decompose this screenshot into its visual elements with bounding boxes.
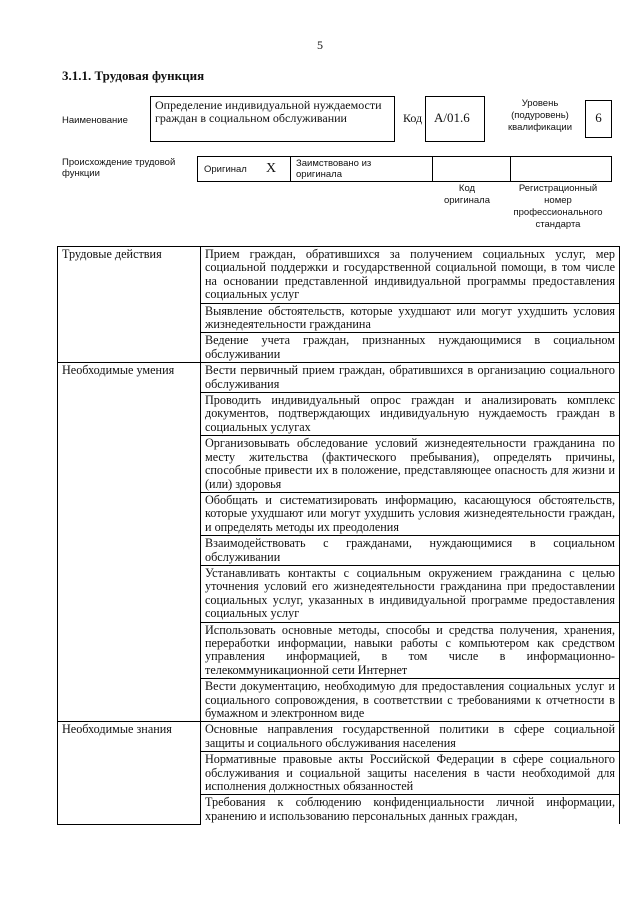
- labor-function-table: [57, 246, 620, 825]
- item-cell: Устанавливать контакты с социальным окружением гражданина с целью уточнения условий его жизнедеятельности гражданина при предоставлении социальных услуг, указанных в индивидуальной программе предоставления социальных услуг: [201, 565, 620, 622]
- item-cell: Проводить индивидуальный опрос граждан и анализировать комплекс документов, подтверждающих индивидуальную нуждаемость граждан в социальных услугах: [201, 393, 620, 436]
- origin-table: [197, 156, 612, 182]
- category-cell: Трудовые действия: [58, 247, 201, 363]
- item-cell: Выявление обстоятельств, которые ухудшают или могут ухудшить условия жизнедеятельности гражданина: [201, 303, 620, 333]
- table-row: [58, 722, 620, 752]
- code-original-caption: Код оригинала: [443, 183, 490, 206]
- item-cell: Прием граждан, обратившихся за получением социальных услуг, мер социальной поддержки и государственной социальной помощи, в том числе на основании представленной индивидуальной программы предоставления социальных услуг: [201, 247, 620, 304]
- code-value: A/01.6: [434, 110, 470, 125]
- original-mark: X: [266, 161, 277, 176]
- item-cell: Вести первичный прием граждан, обратившихся в организацию социального обслуживания: [201, 363, 620, 393]
- category-cell: Необходимые знания: [58, 722, 201, 824]
- original-label: Оригинал: [204, 164, 247, 175]
- function-name-box: [150, 96, 395, 142]
- registration-number-caption: Регистрационный номер профессионального стандарта: [513, 183, 603, 230]
- level-label: Уровень (подуровень) квалификации: [507, 98, 573, 133]
- item-cell: Основные направления государственной политики в сфере социальной защиты и социального обслуживания населения: [201, 722, 620, 752]
- origin-label: Происхождение трудовой функции: [62, 157, 176, 179]
- table-row: [58, 363, 620, 393]
- code-label: Код: [403, 111, 423, 125]
- level-box: [585, 100, 612, 138]
- page-number: 5: [317, 38, 323, 52]
- item-cell: Организовывать обследование условий жизнедеятельности гражданина по месту жительства (фактического пребывания), определять причины, способные привести их в положение, представляющее опасность для жизни и (или) здоровья: [201, 436, 620, 493]
- item-cell: Требования к соблюдению конфиденциальности личной информации, хранению и использованию персональных данных граждан,: [201, 795, 620, 824]
- table-row: [58, 247, 620, 304]
- item-cell: Ведение учета граждан, признанных нуждающимися в социальном обслуживании: [201, 333, 620, 363]
- code-box: [425, 96, 485, 142]
- section-title: 3.1.1. Трудовая функция: [62, 68, 205, 83]
- item-cell: Взаимодействовать с гражданами, нуждающимися в социальном обслуживании: [201, 536, 620, 566]
- category-cell: Необходимые умения: [58, 363, 201, 722]
- item-cell: Вести документацию, необходимую для предоставления социальных услуг и социального сопровождения, в соответствии с требованиями к отчетности в бумажном и электронном виде: [201, 679, 620, 722]
- item-cell: Использовать основные методы, способы и средства получения, хранения, переработки информации, навыки работы с компьютером как средством управления информацией, в том числе в информационно-телекоммуникационной сети Интернет: [201, 622, 620, 679]
- function-name-value: Определение индивидуальной нуждаемости граждан в социальном обслуживании: [155, 98, 382, 125]
- name-label: Наименование: [62, 115, 128, 126]
- item-cell: Обобщать и систематизировать информацию, касающуюся обстоятельств, которые ухудшают или могут ухудшить условия жизнедеятельности граждан, и определять методы их преодоления: [201, 492, 620, 535]
- item-cell: Нормативные правовые акты Российской Федерации в сфере социального обслуживания и социальной защиты населения в части необходимой для исполнения должностных обязанностей: [201, 752, 620, 795]
- level-value: 6: [595, 110, 602, 125]
- borrowed-label: Заимствовано из оригинала: [296, 158, 372, 180]
